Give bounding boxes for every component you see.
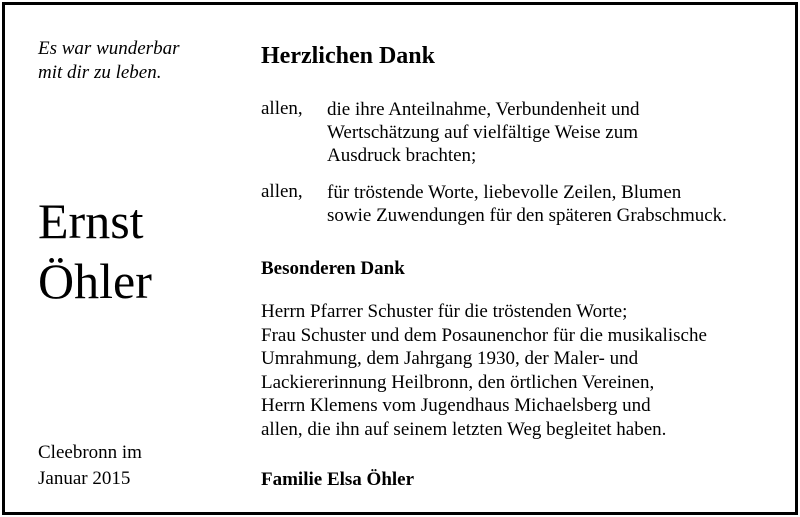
thanks-line: sowie Zuwendungen für den späteren Grabschmuck. [327, 205, 727, 226]
obituary-card [2, 2, 798, 515]
thanks-line: für tröstende Worte, liebevolle Zeilen, Blumen [327, 182, 682, 203]
thanks-line: Ausdruck brachten; [327, 145, 477, 166]
thanks-line: die ihre Anteilnahme, Verbundenheit und [327, 99, 640, 120]
special-line: Umrahmung, dem Jahrgang 1930, der Maler- und [261, 348, 639, 369]
thanks-prefix: allen, [261, 98, 303, 119]
special-line: allen, die ihn auf seinem letzten Weg begleitet haben. [261, 418, 667, 440]
special-line: Lackiererinnung Heilbronn, den örtlichen Vereinen, [261, 371, 655, 393]
thanks-text [327, 98, 640, 167]
place-line: Cleebronn im [38, 442, 142, 463]
thanks-prefix: allen, [261, 181, 303, 202]
motto-line: mit dir zu leben. [38, 62, 162, 83]
special-line: Herrn Pfarrer Schuster für die tröstenden Worte; [261, 301, 628, 322]
first-name: Ernst [38, 193, 144, 249]
motto-line: Es war wunderbar [38, 38, 180, 59]
place-date [38, 440, 142, 492]
date-line: Januar 2015 [38, 468, 131, 489]
motto-text [38, 37, 179, 85]
thanks-text [327, 181, 727, 227]
thanks-line: Wertschätzung auf vielfältige Weise zum [327, 122, 639, 143]
special-thanks-text [261, 300, 707, 441]
last-name: Öhler [38, 253, 152, 309]
family-signature: Familie Elsa Öhler [261, 469, 415, 490]
special-line: Frau Schuster und dem Posaunenchor für die musikalische [261, 324, 707, 346]
thanks-heading: Herzlichen Dank [261, 43, 435, 69]
special-line: Herrn Klemens vom Jugendhaus Michaelsberg und [261, 395, 651, 416]
deceased-name [38, 191, 152, 311]
special-thanks-heading: Besonderen Dank [261, 258, 405, 279]
